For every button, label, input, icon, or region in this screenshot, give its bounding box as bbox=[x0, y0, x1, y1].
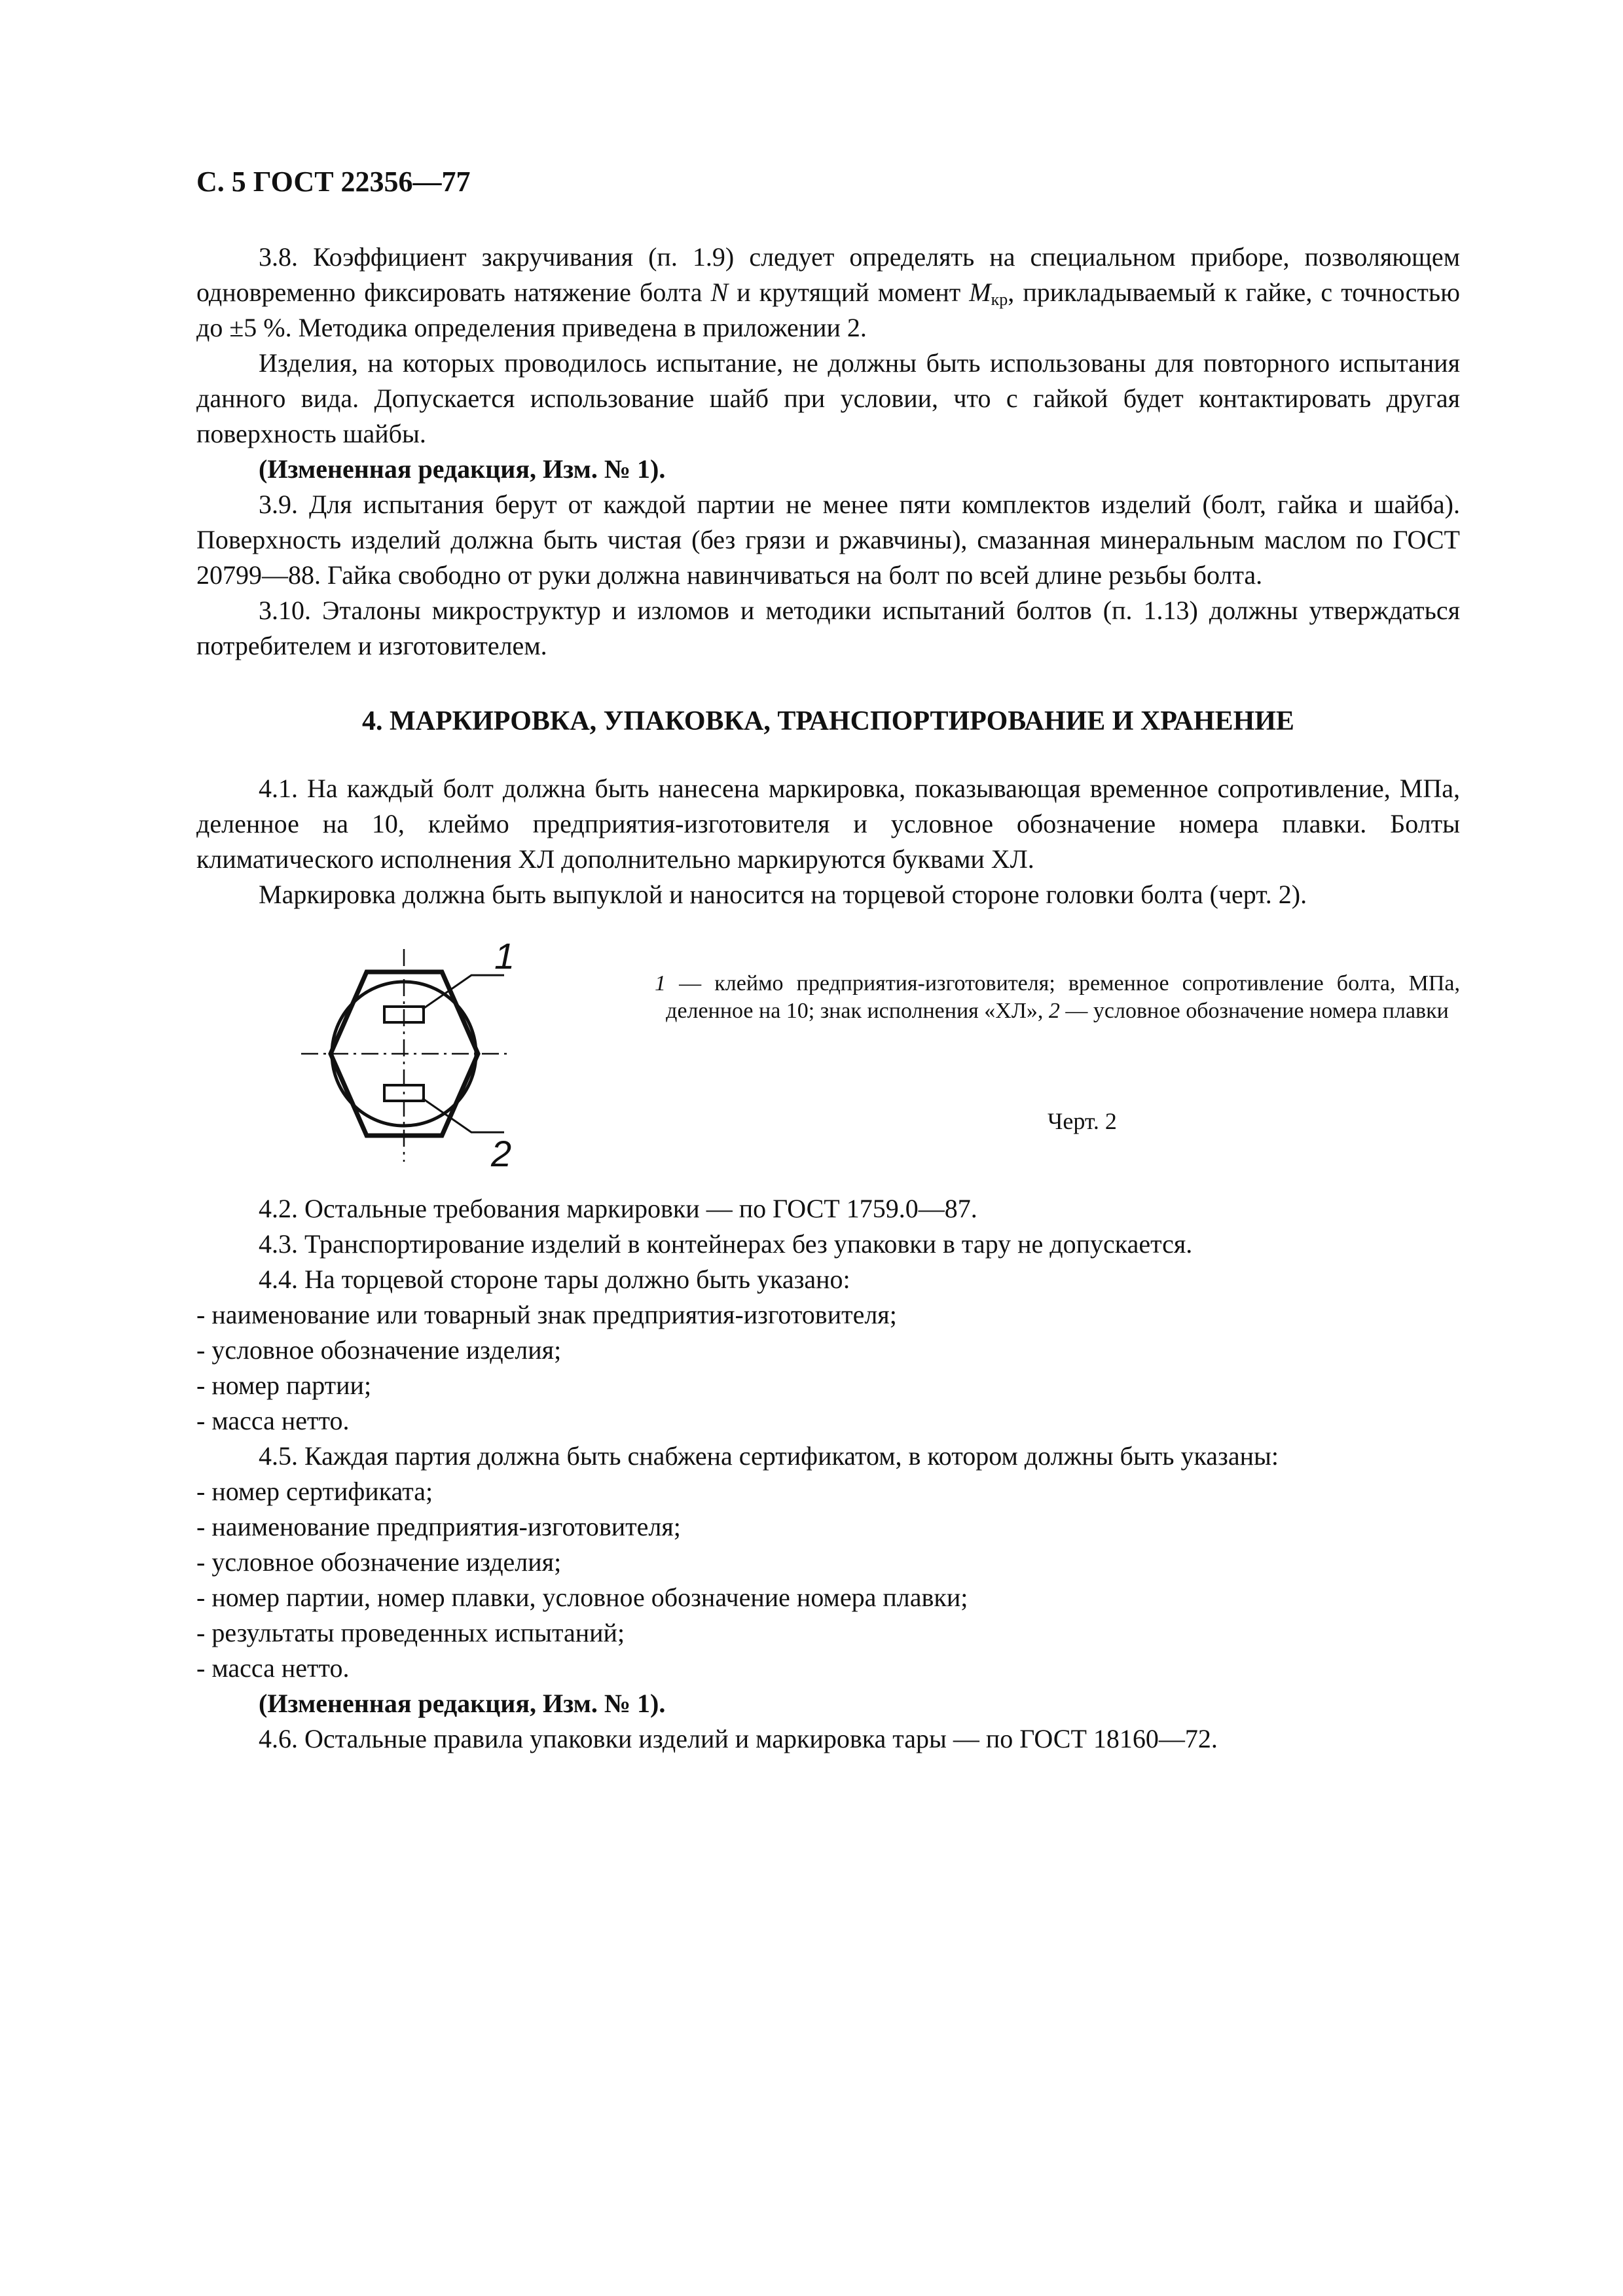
list-item: - масса нетто. bbox=[196, 1406, 350, 1435]
document-page bbox=[196, 164, 1460, 1757]
legend-text-2: — условное обозначение номера плавки bbox=[1059, 999, 1449, 1023]
paragraph-4-1: 4.1. На каждый болт должна быть нанесена маркировка, показывающая временное сопротивление, МПа, деленное на 10, клеймо предприятия-изготовителя и условное обозначение номера плавки. Болты климатического исполнения ХЛ дополнительно маркируются буквами ХЛ. bbox=[196, 774, 1460, 874]
paragraph-4-5: 4.5. Каждая партия должна быть снабжена сертификатом, в котором должны быть указаны: bbox=[259, 1441, 1279, 1471]
symbol-m: M bbox=[969, 278, 991, 307]
figure-2 bbox=[196, 936, 1460, 1172]
section-4-lists bbox=[196, 1191, 1460, 1757]
list-item: - условное обозначение изделия; bbox=[196, 1335, 562, 1365]
section-4-title: 4. МАРКИРОВКА, УПАКОВКА, ТРАНСПОРТИРОВАНИЕ И ХРАНЕНИЕ bbox=[362, 706, 1294, 736]
paragraph-4-1-marking: Маркировка должна быть выпуклой и наносится на торцевой стороне головки болта (черт. 2). bbox=[259, 880, 1307, 909]
list-item: - наименование предприятия-изготовителя; bbox=[196, 1512, 681, 1541]
bolt-head-drawing bbox=[295, 936, 635, 1172]
list-item: - наименование или товарный знак предприятия-изготовителя; bbox=[196, 1300, 897, 1329]
paragraph-4-6: 4.6. Остальные правила упаковки изделий и маркировка тары — по ГОСТ 18160—72. bbox=[259, 1724, 1218, 1753]
legend-text-1: — клеймо предприятия-изготовителя; временное сопротивление болта, МПа, деленное на 10; знак исполнения «ХЛ», bbox=[666, 971, 1460, 1023]
list-item: - результаты проведенных испытаний; bbox=[196, 1618, 625, 1647]
leader-line-1 bbox=[422, 975, 504, 1009]
symbol-m-subscript: кр bbox=[991, 290, 1008, 309]
text-fragment: , прикладываемый к гайке, с точностью до ±5 %. Методика определения приведена в приложении 2. bbox=[196, 278, 1461, 342]
figure-caption: Черт. 2 bbox=[1048, 1108, 1117, 1134]
paragraph-4-3: 4.3. Транспортирование изделий в контейнерах без упаковки в тару не допускается. bbox=[259, 1229, 1193, 1259]
amendment-note: (Измененная редакция, Изм. № 1). bbox=[259, 454, 666, 484]
paragraph-3-8-reuse: Изделия, на которых проводилось испытание, не должны быть использованы для повторного испытания данного вида. Допускается использование шайб при условии, что с гайкой будет контактировать другая поверхность шайбы. bbox=[196, 348, 1460, 448]
callout-1: 1 bbox=[494, 936, 515, 977]
list-item: - условное обозначение изделия; bbox=[196, 1547, 562, 1577]
list-item: - номер партии; bbox=[196, 1371, 372, 1400]
paragraph-3-9: 3.9. Для испытания берут от каждой партии не менее пяти комплектов изделий (болт, гайка и шайба). Поверхность изделий должна быть чистая (без грязи и ржавчины), смазанная минеральным маслом по ГОСТ 20799—88. Гайка свободно от руки должна навинчиваться на болт по всей длине резьбы болта. bbox=[196, 490, 1460, 590]
list-item: - номер сертификата; bbox=[196, 1477, 433, 1506]
callout-2: 2 bbox=[491, 1133, 512, 1172]
text-fragment: и крутящий момент bbox=[728, 278, 970, 307]
legend-number-2: 2 bbox=[1048, 999, 1060, 1023]
text-fragment: 3.8. Коэффициент закручивания (п. 1.9) следует определять на специальном приборе, позволяющем одновременно фиксировать натяжение болта bbox=[196, 242, 1460, 307]
figure-legend-text bbox=[655, 970, 1460, 1025]
list-item: - номер партии, номер плавки, условное обозначение номера плавки; bbox=[196, 1583, 968, 1612]
list-item: - масса нетто. bbox=[196, 1653, 350, 1683]
legend-number-1: 1 bbox=[655, 971, 666, 996]
paragraph-4-2: 4.2. Остальные требования маркировки — по ГОСТ 1759.0—87. bbox=[259, 1194, 977, 1223]
page-header: С. 5 ГОСТ 22356—77 bbox=[196, 166, 471, 198]
paragraph-4-4: 4.4. На торцевой стороне тары должно быть указано: bbox=[259, 1265, 850, 1294]
paragraph-3-8 bbox=[196, 240, 1460, 346]
amendment-note: (Измененная редакция, Изм. № 1). bbox=[259, 1689, 666, 1718]
paragraph-3-10: 3.10. Эталоны микроструктур и изломов и методики испытаний болтов (п. 1.13) должны утверждаться потребителем и изготовителем. bbox=[196, 596, 1460, 660]
symbol-n: N bbox=[710, 278, 729, 307]
leader-line-2 bbox=[422, 1098, 504, 1132]
figure-legend bbox=[655, 970, 1460, 1025]
